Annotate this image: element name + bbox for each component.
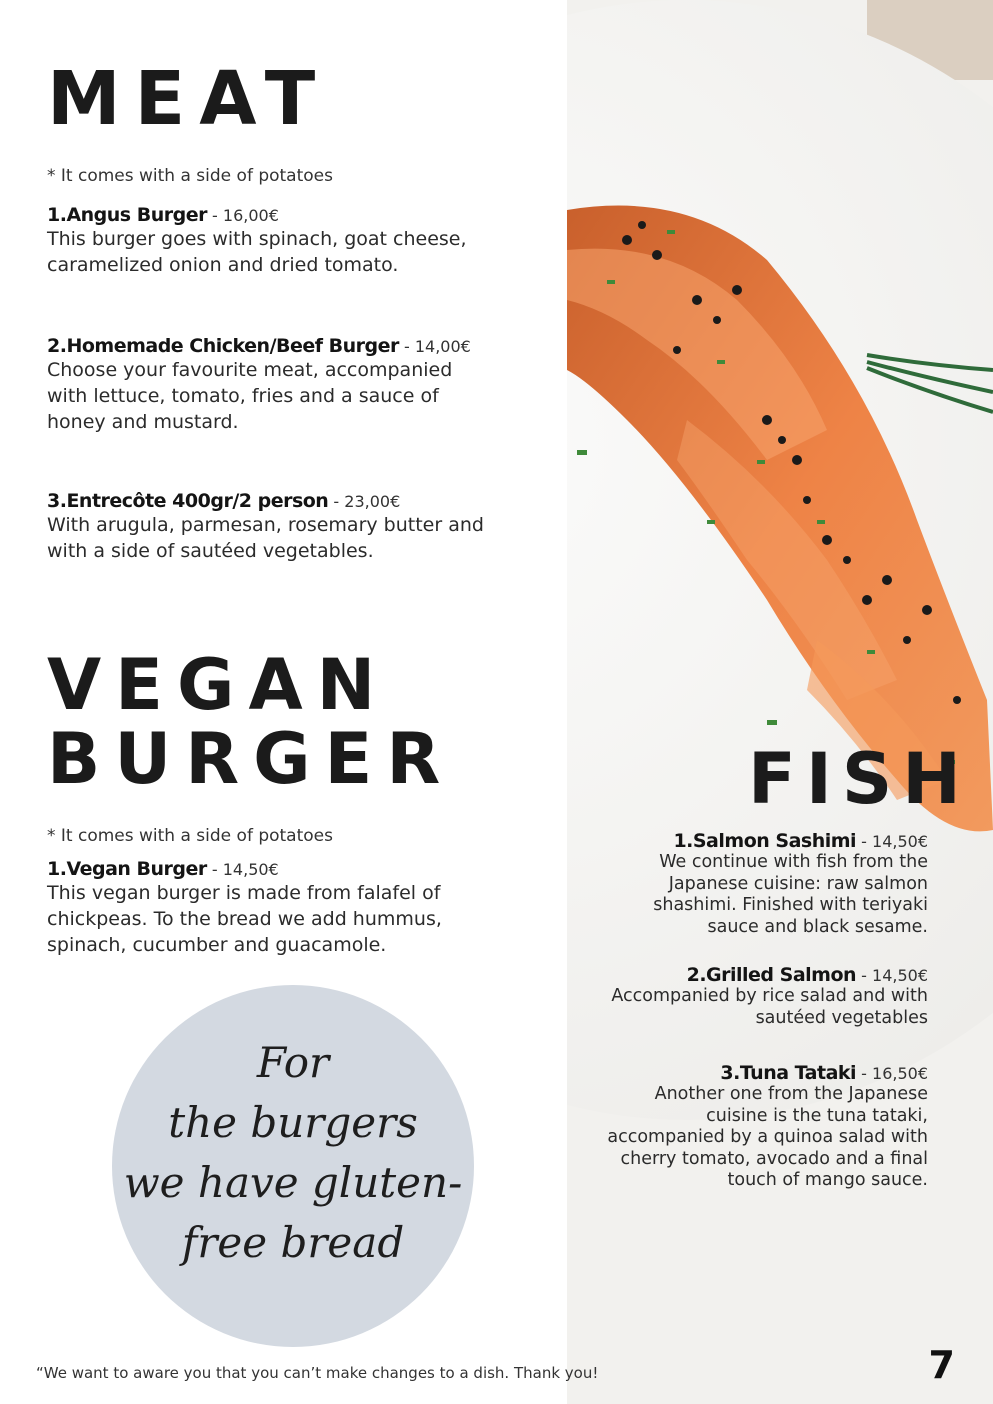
circle-line: For [256, 1038, 330, 1087]
item-price: - 14,50€ [206, 860, 279, 879]
item-description: Another one from the Japanese cuisine is the tuna tataki, accompanied by a quinoa salad with cherry tomato, avocado and a final touch of mango sauce. [607, 1084, 928, 1190]
item-description: This burger goes with spinach, goat cheese, caramelized onion and dried tomato. [47, 228, 467, 276]
menu-item-vegan-burger [47, 858, 487, 958]
menu-item-homemade-burger [47, 335, 487, 435]
item-price: - 14,50€ [856, 832, 928, 851]
item-description: We continue with fish from the Japanese cuisine: raw salmon shashimi. Finished with teriyaki sauce and black sesame. [653, 852, 928, 937]
meat-title: MEAT [47, 56, 330, 142]
gluten-free-message [112, 1033, 474, 1273]
circle-line: free bread [181, 1218, 405, 1267]
item-price: - 14,50€ [856, 966, 928, 985]
item-price: - 14,00€ [398, 337, 471, 356]
menu-item-entrecote [47, 490, 487, 564]
page-number: 7 [928, 1343, 955, 1387]
gluten-free-circle [112, 985, 474, 1347]
menu-item-salmon-sashimi [600, 830, 928, 938]
plate-illustration [567, 0, 993, 1404]
item-description: Choose your favourite meat, accompanied with lettuce, tomato, fries and a sauce of honey and mustard. [47, 359, 453, 433]
item-name: 1.Salmon Sashimi [673, 830, 857, 852]
item-price: - 16,00€ [206, 206, 279, 225]
menu-item-tuna-tataki [600, 1062, 928, 1192]
item-price: - 16,50€ [856, 1064, 928, 1083]
item-name: 1.Angus Burger [47, 204, 207, 226]
item-description: With arugula, parmesan, rosemary butter and with a side of sautéed vegetables. [47, 514, 484, 562]
item-description: This vegan burger is made from falafel of chickpeas. To the bread we add hummus, spinach, cucumber and guacamole. [47, 882, 442, 956]
menu-item-angus-burger [47, 204, 487, 278]
item-name: 3.Entrecôte 400gr/2 person [47, 490, 329, 512]
item-name: 3.Tuna Tataki [720, 1062, 857, 1084]
circle-line: the burgers [168, 1098, 418, 1147]
item-name: 1.Vegan Burger [47, 858, 207, 880]
menu-item-grilled-salmon [600, 964, 928, 1029]
vegan-title-line2: BURGER [47, 718, 455, 800]
circle-line: we have gluten- [123, 1158, 463, 1207]
vegan-title-line1: VEGAN [47, 644, 390, 726]
salmon-sashimi-photo [567, 0, 993, 1404]
item-name: 2.Grilled Salmon [686, 964, 857, 986]
fish-title: FISH [748, 738, 971, 820]
meat-potatoes-note: * It comes with a side of potatoes [47, 166, 333, 186]
item-name: 2.Homemade Chicken/Beef Burger [47, 335, 399, 357]
no-changes-disclaimer: “We want to aware you that you can’t make changes to a dish. Thank you! [36, 1364, 599, 1382]
vegan-potatoes-note: * It comes with a side of potatoes [47, 826, 333, 846]
item-description: Accompanied by rice salad and with sautéed vegetables [611, 986, 928, 1028]
item-price: - 23,00€ [328, 492, 401, 511]
